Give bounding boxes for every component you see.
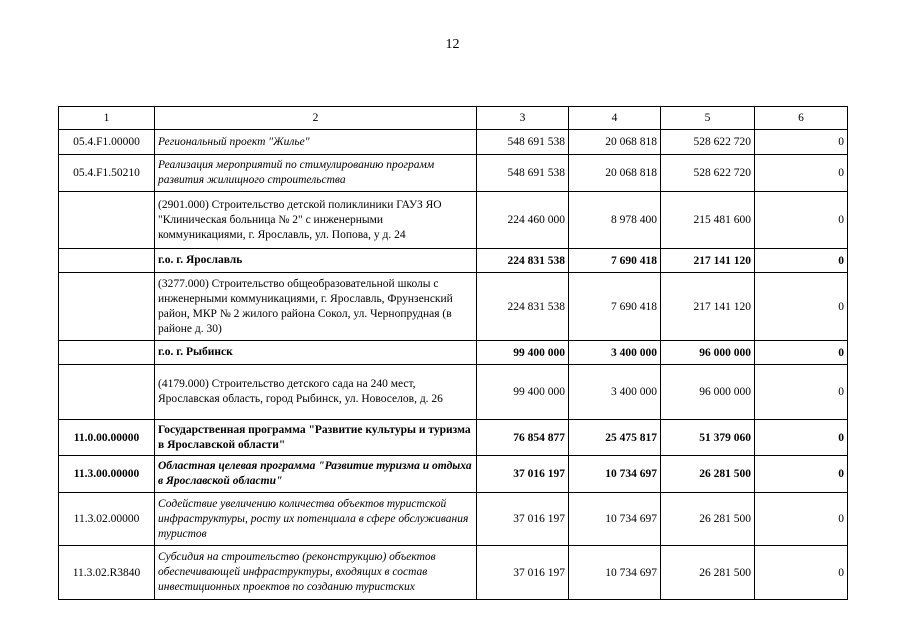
- row-value-col6: 0: [755, 456, 848, 493]
- row-value-col4: 8 978 400: [569, 192, 661, 249]
- row-value-col3: 37 016 197: [477, 493, 569, 546]
- row-value-col3: 548 691 538: [477, 155, 569, 192]
- row-code: [59, 273, 155, 341]
- row-value-col4: 10 734 697: [569, 493, 661, 546]
- row-value-col4: 20 068 818: [569, 155, 661, 192]
- row-name: г.о. г. Рыбинск: [155, 341, 477, 365]
- row-value-col6: 0: [755, 493, 848, 546]
- column-header: 2: [155, 107, 477, 130]
- table-row: [59, 130, 848, 155]
- row-value-col3: 224 831 538: [477, 249, 569, 273]
- row-value-col5: 26 281 500: [661, 456, 755, 493]
- row-value-col6: 0: [755, 365, 848, 420]
- row-value-col4: 7 690 418: [569, 273, 661, 341]
- row-value-col6: 0: [755, 249, 848, 273]
- page-number: 12: [445, 37, 460, 52]
- row-value-col4: 25 475 817: [569, 420, 661, 456]
- row-value-col6: 0: [755, 420, 848, 456]
- row-value-col5: 528 622 720: [661, 155, 755, 192]
- table-row: [59, 192, 848, 249]
- row-name: (2901.000) Строительство детской поликлиники ГАУЗ ЯО "Клиническая больница № 2" с инженерными коммуникациями, г. Ярославль, ул. Попова, у д. 24: [155, 192, 477, 249]
- row-name: Содействие увеличению количества объектов туристской инфраструктуры, росту их потенциала в сфере обслуживания туристов: [155, 493, 477, 546]
- row-code: 11.0.00.00000: [59, 420, 155, 456]
- row-value-col6: 0: [755, 192, 848, 249]
- row-name: (4179.000) Строительство детского сада на 240 мест, Ярославская область, город Рыбинск, ул. Новоселов, д. 26: [155, 365, 477, 420]
- row-name: Государственная программа "Развитие культуры и туризма в Ярославской области": [155, 420, 477, 456]
- row-value-col3: 224 460 000: [477, 192, 569, 249]
- row-value-col5: 528 622 720: [661, 130, 755, 155]
- row-value-col6: 0: [755, 130, 848, 155]
- table-header-row: [59, 107, 848, 130]
- row-code: [59, 365, 155, 420]
- row-code: [59, 192, 155, 249]
- table-row: [59, 420, 848, 456]
- row-value-col4: 10 734 697: [569, 546, 661, 600]
- row-code: 11.3.02.R3840: [59, 546, 155, 600]
- row-name: Субсидия на строительство (реконструкцию) объектов обеспечивающей инфраструктуры, входящих в состав инвестиционных проектов по созданию туристских: [155, 546, 477, 600]
- row-name: г.о. г. Ярославль: [155, 249, 477, 273]
- row-value-col3: 76 854 877: [477, 420, 569, 456]
- row-value-col5: 217 141 120: [661, 249, 755, 273]
- row-value-col4: 3 400 000: [569, 365, 661, 420]
- row-value-col5: 26 281 500: [661, 493, 755, 546]
- row-value-col5: 96 000 000: [661, 365, 755, 420]
- row-code: 05.4.F1.50210: [59, 155, 155, 192]
- row-value-col3: 37 016 197: [477, 546, 569, 600]
- row-name: Реализация мероприятий по стимулированию программ развития жилищного строительства: [155, 155, 477, 192]
- column-header: 5: [661, 107, 755, 130]
- table-row: [59, 273, 848, 341]
- row-value-col4: 10 734 697: [569, 456, 661, 493]
- table-row: [59, 341, 848, 365]
- column-header: 4: [569, 107, 661, 130]
- row-value-col3: 99 400 000: [477, 365, 569, 420]
- row-value-col6: 0: [755, 341, 848, 365]
- row-code: 05.4.F1.00000: [59, 130, 155, 155]
- row-value-col6: 0: [755, 155, 848, 192]
- row-code: 11.3.00.00000: [59, 456, 155, 493]
- column-header: 3: [477, 107, 569, 130]
- row-value-col5: 51 379 060: [661, 420, 755, 456]
- table-row: [59, 155, 848, 192]
- table-row: [59, 493, 848, 546]
- row-value-col5: 217 141 120: [661, 273, 755, 341]
- table-row: [59, 456, 848, 493]
- column-header: 6: [755, 107, 848, 130]
- row-code: [59, 341, 155, 365]
- row-value-col3: 37 016 197: [477, 456, 569, 493]
- row-value-col5: 96 000 000: [661, 341, 755, 365]
- row-value-col3: 548 691 538: [477, 130, 569, 155]
- row-value-col5: 215 481 600: [661, 192, 755, 249]
- row-value-col4: 3 400 000: [569, 341, 661, 365]
- row-value-col4: 20 068 818: [569, 130, 661, 155]
- row-value-col6: 0: [755, 546, 848, 600]
- row-value-col5: 26 281 500: [661, 546, 755, 600]
- column-header: 1: [59, 107, 155, 130]
- table-row: [59, 546, 848, 600]
- row-name: Региональный проект "Жилье": [155, 130, 477, 155]
- row-value-col3: 224 831 538: [477, 273, 569, 341]
- row-code: 11.3.02.00000: [59, 493, 155, 546]
- budget-table: [58, 106, 848, 600]
- row-code: [59, 249, 155, 273]
- table-row: [59, 249, 848, 273]
- row-value-col4: 7 690 418: [569, 249, 661, 273]
- row-value-col3: 99 400 000: [477, 341, 569, 365]
- row-name: (3277.000) Строительство общеобразовательной школы с инженерными коммуникациями, г. Ярославль, Фрунзенский район, МКР № 2 жилого района Сокол, ул. Чернопрудная (в районе д. 30): [155, 273, 477, 341]
- table-row: [59, 365, 848, 420]
- row-value-col6: 0: [755, 273, 848, 341]
- row-name: Областная целевая программа "Развитие туризма и отдыха в Ярославской области": [155, 456, 477, 493]
